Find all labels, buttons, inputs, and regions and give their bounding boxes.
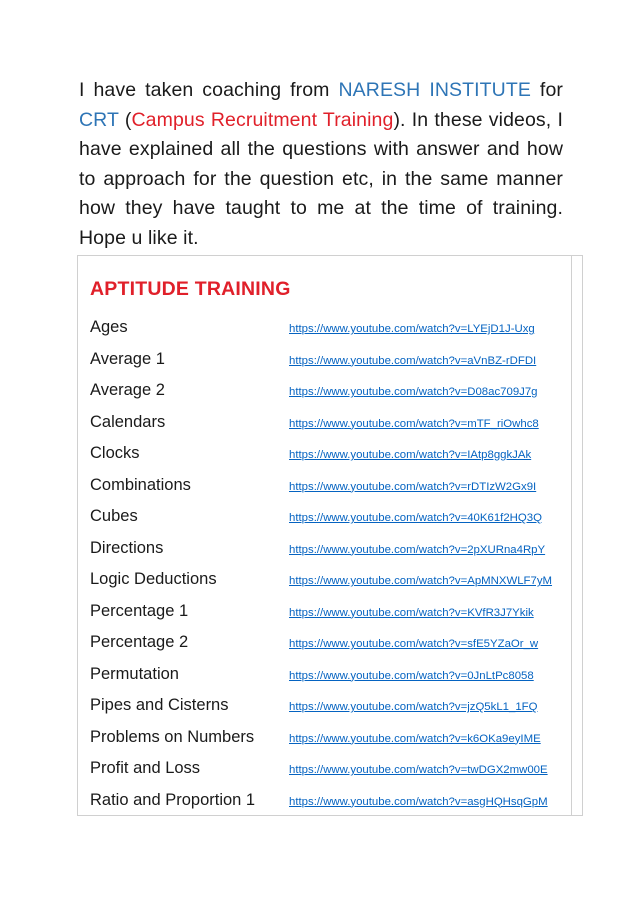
topic-name: Average 2: [90, 381, 165, 399]
topic-name: Percentage 2: [90, 633, 189, 651]
topic-name: Average 1: [90, 349, 165, 368]
video-link[interactable]: https://www.youtube.com/watch?v=2pXURna4RpY: [289, 543, 546, 556]
table-row: [78, 409, 571, 441]
intro-text-1: I have taken coaching from: [79, 79, 339, 101]
intro-text-4: ). In these videos, I have explained all the questions with answer and how to approach for the question etc, in the same manner how they have taught to me at the time of training. Hope u like it.: [79, 108, 563, 249]
table-row: [78, 472, 571, 504]
video-link[interactable]: https://www.youtube.com/watch?v=k6OKa9eyIME: [289, 732, 541, 745]
table-row: [78, 629, 571, 661]
table-row: [78, 692, 571, 724]
video-link[interactable]: https://www.youtube.com/watch?v=asgHQHsqGpM: [289, 795, 548, 808]
table-row: [78, 314, 571, 346]
table-row: [78, 566, 571, 598]
institute-name: NARESH INSTITUTE: [338, 79, 531, 101]
topic-name: Ages: [90, 318, 128, 336]
table-row: [78, 755, 571, 787]
topic-name: Ratio and Proportion 1: [90, 790, 256, 809]
topic-name: Logic Deductions: [90, 570, 217, 588]
topic-name: Combinations: [90, 475, 191, 494]
topic-name: Percentage 1: [90, 601, 189, 620]
table-row: [78, 346, 571, 378]
topic-name: Profit and Loss: [90, 759, 201, 777]
table-row: [78, 503, 571, 535]
video-link[interactable]: https://www.youtube.com/watch?v=D08ac709J7g: [289, 386, 538, 398]
topic-name: Calendars: [90, 412, 166, 431]
video-link[interactable]: https://www.youtube.com/watch?v=0JnLtPc8058: [289, 669, 534, 682]
topic-name: Directions: [90, 538, 164, 557]
section-heading: APTITUDE TRAINING: [90, 278, 291, 300]
table-row: [78, 535, 571, 567]
topic-name: Cubes: [90, 507, 138, 525]
intro-text-2: for: [530, 79, 563, 101]
table-divider: [571, 256, 572, 815]
video-link[interactable]: https://www.youtube.com/watch?v=rDTIzW2Gx9I: [289, 480, 537, 493]
topic-list: [78, 314, 571, 818]
topic-name: Clocks: [90, 444, 140, 462]
video-link[interactable]: https://www.youtube.com/watch?v=sfE5YZaOr_w: [289, 638, 539, 650]
video-link[interactable]: https://www.youtube.com/watch?v=twDGX2mw00E: [289, 764, 548, 776]
table-row: [78, 724, 571, 756]
table-row: [78, 598, 571, 630]
intro-paragraph: [79, 76, 563, 254]
video-link[interactable]: https://www.youtube.com/watch?v=KVfR3J7Ykik: [289, 606, 534, 619]
table-row: [78, 787, 571, 819]
crt-full-name: Campus Recruitment Training: [131, 108, 394, 131]
video-link[interactable]: https://www.youtube.com/watch?v=LYEjD1J-Uxg: [289, 323, 535, 335]
table-row: [78, 377, 571, 409]
topic-name: Permutation: [90, 664, 179, 683]
video-link[interactable]: https://www.youtube.com/watch?v=40K61f2HQ3Q: [289, 512, 542, 524]
video-link[interactable]: https://www.youtube.com/watch?v=IAtp8ggkJAk: [289, 449, 532, 461]
video-link[interactable]: https://www.youtube.com/watch?v=mTF_riOwhc8: [289, 417, 539, 430]
aptitude-table: [77, 255, 583, 816]
table-row: [78, 440, 571, 472]
intro-text-3: (: [118, 108, 132, 131]
topic-name: Problems on Numbers: [90, 727, 255, 746]
crt-abbrev: CRT: [79, 108, 119, 131]
video-link[interactable]: https://www.youtube.com/watch?v=ApMNXWLF7yM: [289, 575, 553, 587]
video-link[interactable]: https://www.youtube.com/watch?v=aVnBZ-rDFDI: [289, 354, 537, 367]
table-row: [78, 661, 571, 693]
topic-name: Pipes and Cisterns: [90, 696, 229, 714]
video-link[interactable]: https://www.youtube.com/watch?v=jzQ5kL1_1FQ: [289, 701, 538, 713]
